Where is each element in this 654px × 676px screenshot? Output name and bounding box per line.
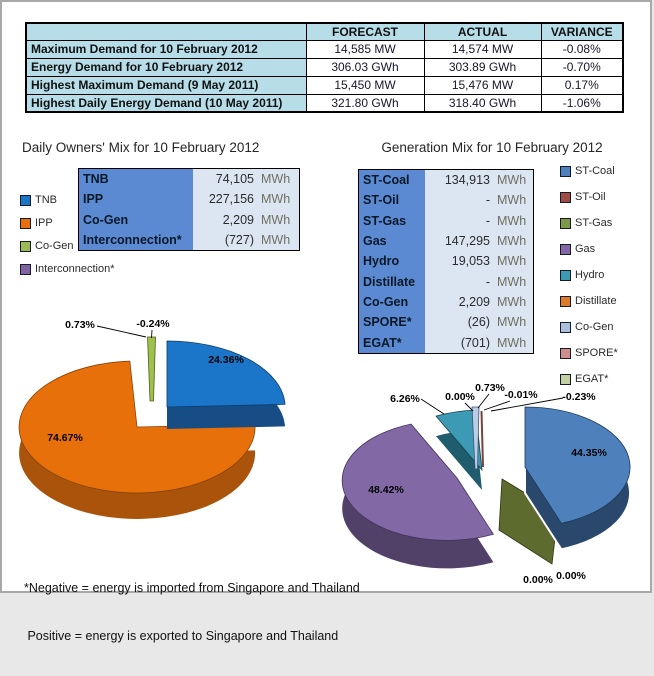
row-value: 147,295: [425, 231, 495, 251]
footnote-line-1: *Negative = energy is imported from Singapore and Thailand: [24, 581, 360, 595]
owners-mix-pie-chart: [7, 297, 322, 542]
legend-label: ST-Oil: [575, 191, 606, 203]
ipp-swatch-icon: [20, 218, 31, 229]
owners-mix-table: [78, 168, 300, 251]
legend-label: Gas: [575, 243, 596, 255]
legend-item-hydro: [560, 269, 618, 281]
owners-mix-title: Daily Owners' Mix for 10 February 2012: [22, 140, 260, 155]
spore-swatch-icon: [560, 348, 571, 359]
legend-item-cogen: [560, 321, 618, 333]
row-unit: MWh: [259, 210, 299, 230]
col-header-variance: VARIANCE: [541, 23, 623, 40]
row-value: (26): [425, 312, 495, 332]
pie-label-st-coal: 44.35%: [571, 447, 607, 459]
forecast-value: 306.03 GWh: [306, 58, 424, 76]
footnote-line-2: Positive = energy is exported to Singapore and Thailand: [24, 629, 339, 643]
pie-label-st-gas: 0.00%: [556, 570, 586, 582]
interconnection-swatch-icon: [20, 264, 31, 275]
distillate-swatch-icon: [560, 296, 571, 307]
row-value: 134,913: [425, 170, 495, 190]
row-label: Co-Gen: [359, 292, 425, 312]
row-unit: MWh: [259, 169, 299, 189]
legend-item-st-oil: [560, 191, 618, 203]
table-row: [26, 40, 623, 58]
pie-label-cogen: 0.73%: [475, 382, 505, 394]
row-label: ST-Oil: [359, 190, 425, 210]
hydro-swatch-icon: [560, 270, 571, 281]
generation-mix-table: [358, 169, 534, 354]
generation-mix-pie-chart: [332, 367, 654, 595]
pie-label-distillate: 0.00%: [445, 391, 475, 403]
row-label: Highest Daily Energy Demand (10 May 2011): [26, 94, 306, 112]
pie-slice-cogen: [148, 337, 156, 401]
actual-value: 303.89 GWh: [424, 58, 541, 76]
gas-swatch-icon: [560, 244, 571, 255]
leader-line: [478, 394, 489, 408]
table-row: [26, 58, 623, 76]
variance-value: -0.70%: [541, 58, 623, 76]
row-label: Energy Demand for 10 February 2012: [26, 58, 306, 76]
row-label: ST-Gas: [359, 211, 425, 231]
st-gas-swatch-icon: [560, 218, 571, 229]
pie-label-hydro: 6.26%: [390, 393, 420, 405]
row-unit: MWh: [495, 231, 533, 251]
row-value: (701): [425, 332, 495, 352]
row-unit: MWh: [495, 271, 533, 291]
row-unit: MWh: [259, 189, 299, 209]
legend-label: ST-Gas: [575, 217, 613, 229]
st-oil-swatch-icon: [560, 192, 571, 203]
row-label: ST-Coal: [359, 170, 425, 190]
row-value: -: [425, 190, 495, 210]
row-label: EGAT*: [359, 332, 425, 352]
row-unit: MWh: [495, 211, 533, 231]
row-unit: MWh: [259, 230, 299, 250]
col-header-actual: ACTUAL: [424, 23, 541, 40]
actual-value: 15,476 MW: [424, 76, 541, 94]
row-value: -: [425, 211, 495, 231]
row-value: -: [425, 271, 495, 291]
row-unit: MWh: [495, 292, 533, 312]
table-row: [26, 76, 623, 94]
row-label: IPP: [79, 189, 193, 209]
legend-item-gas: [560, 243, 618, 255]
row-label: Distillate: [359, 271, 425, 291]
legend-label: ST-Coal: [575, 165, 615, 177]
pie-label-cogen: 0.73%: [65, 319, 95, 331]
row-unit: MWh: [495, 312, 533, 332]
pie-slice-tnb: [167, 341, 285, 407]
demand-summary-table: [25, 22, 624, 113]
row-unit: MWh: [495, 332, 533, 352]
row-unit: MWh: [495, 251, 533, 271]
footnote: [24, 548, 360, 676]
generation-mix-title: Generation Mix for 10 February 2012: [381, 140, 603, 155]
legend-label: Co-Gen: [575, 321, 614, 333]
variance-value: 0.17%: [541, 76, 623, 94]
row-label: Gas: [359, 231, 425, 251]
cogen-swatch-icon: [20, 241, 31, 252]
variance-value: -1.06%: [541, 94, 623, 112]
cogen-swatch-icon: [560, 322, 571, 333]
leader-line: [152, 330, 153, 338]
generation-legend: [560, 165, 618, 385]
legend-label: TNB: [35, 194, 57, 206]
row-label: Maximum Demand for 10 February 2012: [26, 40, 306, 58]
variance-value: -0.08%: [541, 40, 623, 58]
row-value: 2,209: [425, 292, 495, 312]
forecast-value: 15,450 MW: [306, 76, 424, 94]
pie-label-gas: 48.42%: [368, 484, 404, 496]
legend-label: EGAT*: [575, 373, 609, 385]
pie-label-st-oil: 0.00%: [523, 574, 553, 586]
row-label: SPORE*: [359, 312, 425, 332]
row-value: 19,053: [425, 251, 495, 271]
row-value: 2,209: [193, 210, 259, 230]
pie-label-tnb: 24.36%: [208, 354, 244, 366]
row-value: 74,105: [193, 169, 259, 189]
st-coal-swatch-icon: [560, 166, 571, 177]
row-label: Interconnection*: [79, 230, 193, 250]
actual-value: 14,574 MW: [424, 40, 541, 58]
row-value: (727): [193, 230, 259, 250]
forecast-value: 14,585 MW: [306, 40, 424, 58]
tnb-swatch-icon: [20, 195, 31, 206]
pie-label-ipp: 74.67%: [47, 432, 83, 444]
legend-label: Hydro: [575, 269, 605, 281]
legend-label: IPP: [35, 217, 53, 229]
row-label: Highest Maximum Demand (9 May 2011): [26, 76, 306, 94]
pie-label-interconnection: -0.24%: [136, 318, 170, 330]
corner-cell: [26, 23, 306, 40]
forecast-value: 321.80 GWh: [306, 94, 424, 112]
row-value: 227,156: [193, 189, 259, 209]
legend-item-st-gas: [560, 217, 618, 229]
row-label: Hydro: [359, 251, 425, 271]
row-label: TNB: [79, 169, 193, 189]
actual-value: 318.40 GWh: [424, 94, 541, 112]
legend-label: Co-Gen: [35, 240, 74, 252]
col-header-forecast: FORECAST: [306, 23, 424, 40]
row-unit: MWh: [495, 190, 533, 210]
table-row: [26, 94, 623, 112]
legend-label: Distillate: [575, 295, 617, 307]
legend-item-distillate: [560, 295, 618, 307]
row-label: Co-Gen: [79, 210, 193, 230]
legend-label: Interconnection*: [35, 263, 115, 275]
legend-item-spore: [560, 347, 618, 359]
legend-item-st-coal: [560, 165, 618, 177]
row-unit: MWh: [495, 170, 533, 190]
legend-item-interconnection: [20, 263, 115, 275]
table-header-row: [26, 23, 623, 40]
pie-label-egat: -0.23%: [562, 391, 596, 403]
pie-slice-spore: [482, 411, 484, 467]
pie-label-spore: -0.01%: [504, 389, 538, 401]
legend-label: SPORE*: [575, 347, 618, 359]
leader-line: [421, 399, 444, 414]
